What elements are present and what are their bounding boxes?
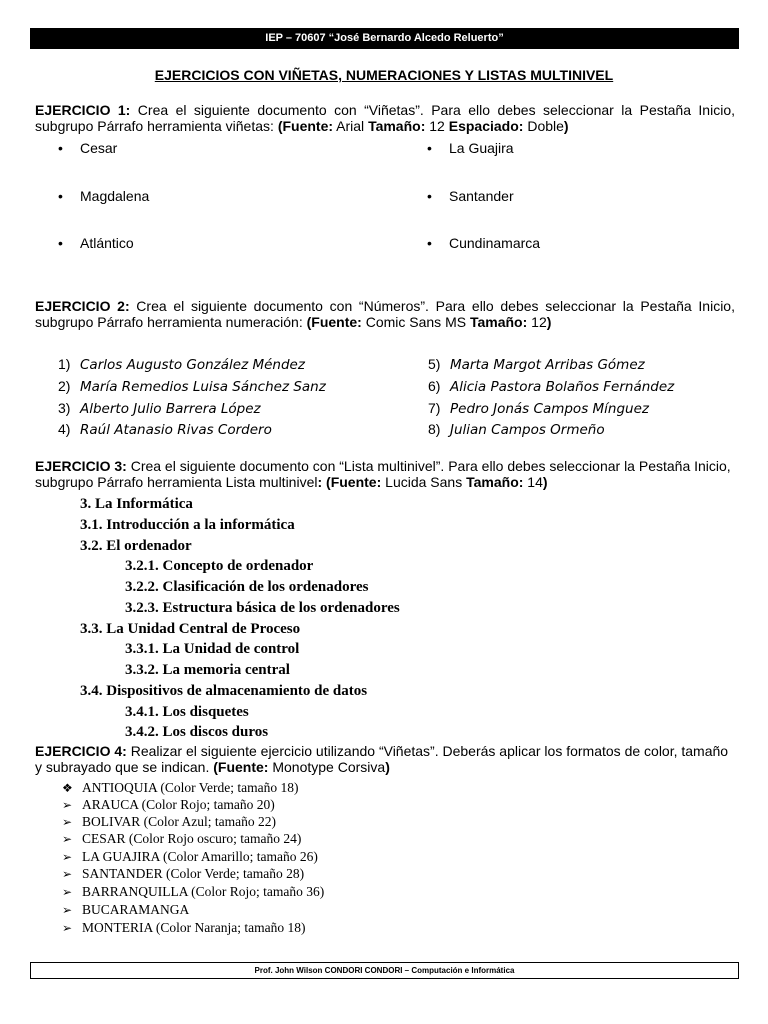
- header-title: IEP – 70607 “José Bernardo Alcedo Reluerto”: [265, 32, 504, 44]
- ej1-bullet-item: [58, 188, 149, 204]
- item-number: 1): [58, 356, 71, 372]
- ej2-fuente-value: Comic Sans MS: [361, 314, 470, 330]
- ej1-item-text: Santander: [449, 188, 514, 204]
- item-text: Alberto Julio Barrera López: [80, 401, 261, 417]
- ej1-close: ): [563, 118, 569, 134]
- ej3-level3-item: 3.2.3. Estructura básica de los ordenadores: [125, 600, 400, 616]
- item-text: María Remedios Luisa Sánchez Sanz: [80, 379, 326, 395]
- ej1-label: EJERCICIO 1:: [35, 102, 131, 118]
- item-number: 5): [428, 356, 441, 372]
- ej4-item-text: BARRANQUILLA (Color Rojo; tamaño 36): [82, 884, 325, 899]
- ej1-espaciado-value: Doble: [523, 118, 564, 134]
- ej4-item-text: ANTIOQUIA (Color Verde; tamaño 18): [82, 780, 299, 795]
- ej2-numbered-item: [58, 400, 261, 417]
- ej1-item-text: Cundinamarca: [449, 235, 541, 251]
- ej4-list-item: [62, 814, 276, 830]
- ej2-numbered-item: [428, 378, 674, 395]
- ej1-tamano-label: Tamaño:: [368, 118, 426, 134]
- ej1-bullet-item: [58, 140, 117, 156]
- ej2-instructions: [35, 298, 735, 330]
- bullet-icon: •: [427, 140, 432, 156]
- item-number: 3): [58, 400, 71, 416]
- ej4-open: (: [213, 759, 218, 775]
- item-number: 8): [428, 421, 441, 437]
- ej3-tamano-label: Tamaño:: [466, 474, 524, 490]
- ej2-numbered-item: [428, 356, 645, 373]
- ej3-text: Crea el siguiente documento con “Lista multinivel”. Para ello debes seleccionar la Pestaña Inicio, subgrupo Párrafo herramienta Lista multinivel: [35, 458, 731, 490]
- item-number: 4): [58, 421, 71, 437]
- ej3-level3-item: 3.2.1. Concepto de ordenador: [125, 558, 314, 574]
- ej4-item-text: MONTERIA (Color Naranja; tamaño 18): [82, 920, 306, 935]
- ej2-numbered-item: [428, 421, 605, 438]
- ej3-level3-item: 3.2.2. Clasificación de los ordenadores: [125, 579, 369, 595]
- ej2-tamano-value: 12: [527, 314, 547, 330]
- ej4-list-item: [62, 797, 275, 813]
- ej2-numbered-item: [58, 421, 272, 438]
- ej4-item-text: BUCARAMANGA: [82, 902, 190, 917]
- ej3-level3-item: 3.4.2. Los discos duros: [125, 724, 269, 740]
- footer-text: Prof. John Wilson CONDORI CONDORI – Computación e Informática: [254, 966, 515, 975]
- ej3-level2-item: 3.4. Dispositivos de almacenamiento de datos: [80, 683, 368, 699]
- footer: [30, 962, 739, 979]
- ej4-list-item: [62, 866, 304, 882]
- ej3-close: ): [542, 474, 548, 490]
- ej1-bullet-item: [427, 140, 514, 156]
- ej1-text: Crea el siguiente documento con “Viñetas”. Para ello debes seleccionar la Pestaña Inicio, subgrupo Párrafo herramienta viñetas:: [35, 102, 735, 134]
- arrow-bullet-icon: ➢: [62, 798, 73, 812]
- item-text: Julian Campos Ormeño: [450, 422, 605, 438]
- ej3-level2-item: 3.3. La Unidad Central de Proceso: [80, 621, 301, 637]
- ej4-item-text: SANTANDER (Color Verde; tamaño 28): [82, 866, 305, 881]
- ej1-item-text: Magdalena: [80, 188, 150, 204]
- bullet-icon: •: [427, 235, 432, 251]
- ej4-list-item: [62, 780, 298, 796]
- bullet-icon: •: [58, 235, 63, 251]
- ej1-fuente-value: Arial: [333, 118, 369, 134]
- arrow-bullet-icon: ➢: [62, 921, 73, 935]
- ej3-label: EJERCICIO 3:: [35, 458, 127, 474]
- ej1-item-text: Atlántico: [80, 235, 134, 251]
- ej1-espaciado-label: Espaciado:: [448, 118, 524, 134]
- item-text: Raúl Atanasio Rivas Cordero: [80, 422, 272, 438]
- arrow-bullet-icon: ➢: [62, 832, 73, 846]
- ej1-tamano-value: 12: [425, 118, 449, 134]
- ej4-item-text: ARAUCA (Color Rojo; tamaño 20): [82, 797, 275, 812]
- ej3-fuente-value: Lucida Sans: [381, 474, 467, 490]
- document-title: EJERCICIOS CON VIÑETAS, NUMERACIONES Y LISTAS MULTINIVEL: [154, 67, 614, 83]
- bullet-icon: •: [58, 188, 63, 204]
- ej2-fuente-label: Fuente:: [311, 314, 362, 330]
- ej4-item-text: LA GUAJIRA (Color Amarillo; tamaño 26): [82, 849, 318, 864]
- arrow-bullet-icon: ➢: [62, 885, 73, 899]
- ej4-item-text: CESAR (Color Rojo oscuro; tamaño 24): [82, 831, 302, 846]
- ej2-tamano-label: Tamaño:: [469, 314, 528, 330]
- ej2-label: EJERCICIO 2:: [35, 298, 130, 314]
- ej1-bullet-item: [58, 235, 134, 251]
- ej3-instructions: [35, 458, 735, 490]
- item-number: 2): [58, 378, 71, 394]
- ej4-list-item: [62, 849, 318, 865]
- ej1-open: (: [277, 118, 283, 134]
- ej4-text: Realizar el siguiente ejercicio utilizando “Viñetas”. Deberás aplicar los formatos de color, tamaño y subrayado que se indican.: [35, 743, 729, 775]
- ej4-label: EJERCICIO 4:: [35, 743, 127, 759]
- ej4-list-item: [62, 920, 305, 936]
- item-text: Pedro Jonás Campos Mínguez: [450, 401, 649, 417]
- item-text: Carlos Augusto González Méndez: [80, 357, 305, 373]
- ej1-instructions: [35, 102, 735, 134]
- ej4-item-text: BOLIVAR (Color Azul; tamaño 22): [82, 814, 276, 829]
- arrow-bullet-icon: ➢: [62, 850, 73, 864]
- ej2-open: (: [306, 314, 312, 330]
- ej2-numbered-item: [58, 356, 305, 373]
- ej1-bullet-item: [427, 235, 540, 251]
- ej4-instructions: [35, 743, 735, 775]
- ej1-bullet-item: [427, 188, 514, 204]
- ej4-list-item: [62, 831, 301, 847]
- ej3-colon: : (: [317, 474, 331, 490]
- ej2-text: Crea el siguiente documento con “Números”. Para ello debes seleccionar la Pestaña Inicio, subgrupo Párrafo herramienta numeración:: [35, 298, 735, 330]
- ej4-list-item: [62, 902, 189, 918]
- ej4-list-item: [62, 884, 324, 900]
- item-number: 7): [428, 400, 441, 416]
- ej3-level3-item: 3.3.1. La Unidad de control: [125, 641, 300, 657]
- ej3-tamano-value: 14: [523, 474, 543, 490]
- bullet-icon: •: [58, 140, 63, 156]
- arrow-bullet-icon: ➢: [62, 815, 73, 829]
- ej3-level3-item: 3.3.2. La memoria central: [125, 662, 290, 678]
- ej3-fuente-label: Fuente:: [330, 474, 382, 490]
- header-bar: [30, 28, 739, 49]
- item-text: Alicia Pastora Bolaños Fernández: [450, 379, 675, 395]
- ej3-level2-item: 3.2. El ordenador: [80, 538, 192, 554]
- diamond-bullet-icon: ❖: [62, 781, 73, 795]
- arrow-bullet-icon: ➢: [62, 903, 73, 917]
- ej2-numbered-item: [58, 378, 326, 395]
- ej3-level2-item: 3.1. Introducción a la informática: [80, 517, 295, 533]
- ej3-level3-item: 3.4.1. Los disquetes: [125, 704, 249, 720]
- item-text: Marta Margot Arribas Gómez: [450, 357, 645, 373]
- ej2-numbered-item: [428, 400, 649, 417]
- arrow-bullet-icon: ➢: [62, 867, 73, 881]
- ej4-close: ): [385, 759, 390, 775]
- bullet-icon: •: [427, 188, 432, 204]
- ej1-item-text: Cesar: [80, 140, 118, 156]
- ej1-item-text: La Guajira: [449, 140, 514, 156]
- ej4-fuente-label: Fuente:: [217, 759, 269, 775]
- ej3-level1-item: 3. La Informática: [80, 496, 193, 512]
- ej4-fuente-value: Monotype Corsiva: [268, 759, 386, 775]
- item-number: 6): [428, 378, 441, 394]
- ej1-fuente-label: Fuente:: [282, 118, 334, 134]
- ej2-close: ): [546, 314, 552, 330]
